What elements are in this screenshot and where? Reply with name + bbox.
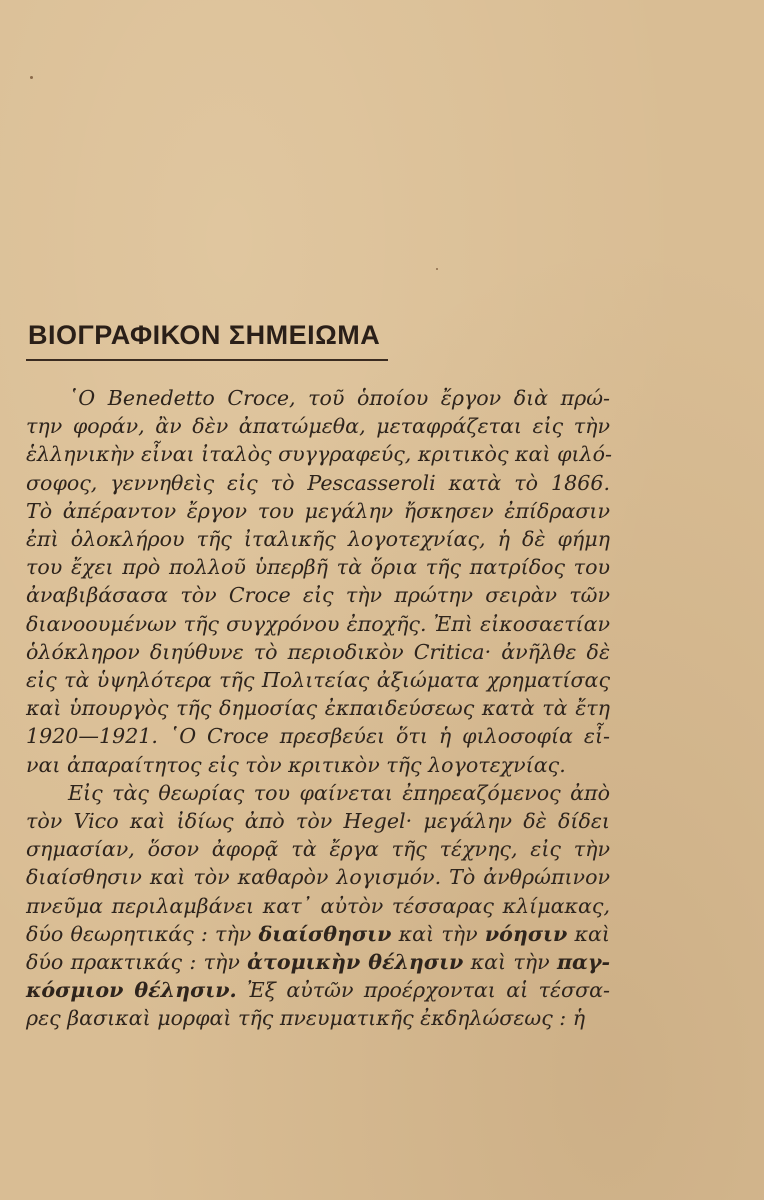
text-segment: ἀναβιβάσασα τὸν Croce εἰς τὴν πρώτην σειρὰν τῶν [26,583,610,608]
text-segment: καὶ ὑπουργὸς τῆς δημοσίας ἐκπαιδεύσεως κατὰ τὰ ἔτη [26,696,610,721]
text-line [26,412,610,440]
bold-term: διαίσθησιν [258,921,392,946]
text-line [26,1004,610,1032]
text-line [26,722,610,750]
text-line [26,553,610,581]
text-line [26,384,610,412]
paragraph [26,384,610,779]
text-segment: καὶ [567,921,610,946]
paper-speck [30,76,33,79]
text-segment: δύο πρακτικάς : τὴν [26,950,248,975]
text-segment: ῾Ο Benedetto Croce, τοῦ ὁποίου ἔργον διὰ πρώ- [68,386,610,410]
text-line [26,610,610,638]
text-line [26,779,610,807]
page-heading: ΒΙΟΓΡΑΦΙΚΟΝ ΣΗΜΕΙΩΜΑ [28,320,381,350]
text-line [26,976,610,1004]
text-segment: πνεῦμα περιλαμβάνει κατ᾿ αὐτὸν τέσσαρας κλίμακας, [26,893,610,918]
text-segment: τὸν Vico καὶ ἰδίως ἀπὸ τὸν Hegel· μεγάλην δὲ δίδει [26,809,610,834]
text-line [26,525,610,553]
text-segment: ὁλόκληρον διηύθυνε τὸ περιοδικὸν Critica· ἀνῆλθε δὲ [26,639,610,664]
text-segment: ρες βασικαὶ μορφαὶ τῆς πνευματικῆς ἐκδηλώσεως : ἡ [26,1006,586,1031]
bold-term: παγ- [556,950,611,975]
text-segment: ἐπὶ ὁλοκλήρου τῆς ἰταλικῆς λογοτεχνίας, ἡ δὲ φήμη [26,527,610,552]
text-line [26,666,610,694]
text-line [26,892,610,920]
text-segment: εἰς τὰ ὑψηλότερα τῆς Πολιτείας ἀξιώματα χρηματίσας [26,668,610,693]
text-line [26,694,610,722]
bold-term: νόησιν [484,921,568,946]
text-segment: καὶ τὴν [463,950,557,975]
biography-text [26,384,610,1033]
paper-speck [436,268,438,270]
text-segment: σοφος, γεννηθεὶς εἰς τὸ Pescasseroli κατὰ τὸ 1866. [26,470,610,495]
text-segment: ναι ἀπαραίτητος εἰς τὸν κριτικὸν τῆς λογοτεχνίας. [26,752,566,777]
text-segment: ἑλληνικὴν εἶναι ἰταλὸς συγγραφεύς, κριτικὸς καὶ φιλό- [26,442,612,467]
heading-underline [26,359,388,361]
text-segment: Ἐξ αὐτῶν προέρχονται αἱ τέσσα- [236,978,610,1003]
bold-term: ἀτομικὴν θέλησιν [247,950,464,975]
text-line [26,835,610,863]
text-line [26,469,610,497]
text-segment: διανοουμένων τῆς συγχρόνου ἐποχῆς. Ἐπὶ εἰκοσαετίαν [26,611,610,636]
text-line [26,863,610,891]
text-line [26,751,610,779]
text-segment: διαίσθησιν καὶ τὸν καθαρὸν λογισμόν. Τὸ ἀνθρώπινον [26,865,610,890]
text-line [26,497,610,525]
text-segment: δύο θεωρητικάς : τὴν [26,921,259,946]
text-segment: 1920—1921. ῾Ο Croce πρεσβεύει ὅτι ἡ φιλοσοφία εἶ- [26,724,610,749]
paragraph [26,779,610,1033]
text-segment: Εἰς τὰς θεωρίας του φαίνεται ἐπηρεαζόμενος ἀπὸ [68,780,610,805]
text-line [26,581,610,609]
text-segment: του ἔχει πρὸ πολλοῦ ὑπερβῆ τὰ ὅρια τῆς πατρίδος του [26,555,610,580]
text-line [26,920,610,948]
text-segment: την φοράν, ἂν δὲν ἀπατώμεθα, μεταφράζεται εἰς τὴν [26,414,610,439]
text-line [26,638,610,666]
text-line [26,948,610,976]
text-segment: σημασίαν, ὅσον ἀφορᾷ τὰ ἔργα τῆς τέχνης, εἰς τὴν [26,837,610,862]
text-line [26,440,610,468]
text-segment: καὶ τὴν [391,921,485,946]
bold-term: κόσμιον θέλησιν. [26,978,237,1003]
text-line [26,807,610,835]
text-segment: Τὸ ἀπέραντον ἔργον του μεγάλην ἤσκησεν ἐπίδρασιν [26,498,610,523]
